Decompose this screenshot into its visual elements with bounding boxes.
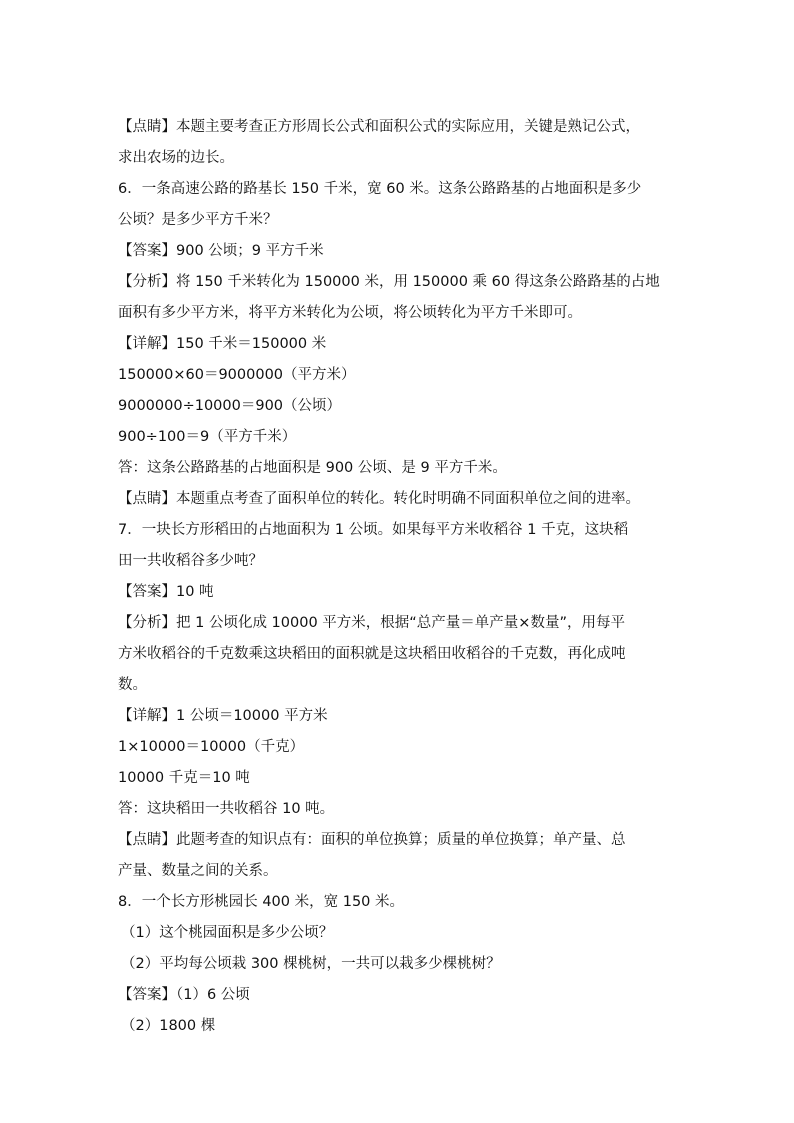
calc-line: 10000 千克＝10 吨 xyxy=(118,770,250,786)
question-8-line: 8．一个长方形桃园长 400 米，宽 150 米。 xyxy=(118,894,405,910)
text-line: 公顷？是多少平方千米？ xyxy=(118,212,278,228)
answer-line: 【答案】900 公顷；9 平方千米 xyxy=(118,243,324,259)
text-line: 面积有多少平方米，将平方米转化为公顷，将公顷转化为平方千米即可。 xyxy=(118,305,582,321)
analysis-line: 【分析】把 1 公顷化成 10000 平方米，根据“总产量＝单产量×数量”，用每平 xyxy=(118,615,625,631)
analysis-line: 【分析】将 150 千米转化为 150000 米，用 150000 乘 60 得这条公路路基的占地 xyxy=(118,274,660,290)
text-line: 产量、数量之间的关系。 xyxy=(118,863,278,879)
question-7-line: 7．一块长方形稻田的占地面积为 1 公顷。如果每平方米收稻谷 1 千克，这块稻 xyxy=(118,522,629,538)
calc-line: 1×10000＝10000（千克） xyxy=(118,739,305,755)
detail-line: 【详解】1 公顷＝10000 平方米 xyxy=(118,708,328,724)
text-line: 田一共收稻谷多少吨？ xyxy=(118,553,263,569)
reply-line: 答：这块稻田一共收稻谷 10 吨。 xyxy=(118,801,335,817)
text-line: 方米收稻谷的千克数乘这块稻田的面积就是这块稻田收稻谷的千克数，再化成吨 xyxy=(118,646,626,662)
reply-line: 答：这条公路路基的占地面积是 900 公顷、是 9 平方千米。 xyxy=(118,460,507,476)
document-body xyxy=(118,112,688,1042)
answer-line: 【答案】10 吨 xyxy=(118,584,214,600)
text-line: 求出农场的边长。 xyxy=(118,150,234,166)
comment-line: 【点睛】此题考查的知识点有：面积的单位换算；质量的单位换算；单产量、总 xyxy=(118,832,626,848)
question-6-line: 6．一条高速公路的路基长 150 千米，宽 60 米。这条公路路基的占地面积是多少 xyxy=(118,181,642,197)
answer-line: 【答案】（1）6 公顷 xyxy=(118,987,250,1003)
calc-line: 900÷100＝9（平方千米） xyxy=(118,429,297,445)
calc-line: 150000×60＝9000000（平方米） xyxy=(118,367,356,383)
calc-line: 9000000÷10000＝900（公顷） xyxy=(118,398,342,414)
sub-question-line: （1）这个桃园面积是多少公顷？ xyxy=(121,925,334,941)
text-line: 数。 xyxy=(118,677,147,693)
comment-line: 【点睛】本题重点考查了面积单位的转化。转化时明确不同面积单位之间的进率。 xyxy=(118,491,640,507)
sub-question-line: （2）平均每公顷栽 300 棵桃树，一共可以栽多少棵桃树？ xyxy=(121,956,501,972)
detail-line: 【详解】150 千米＝150000 米 xyxy=(118,336,327,352)
text-line: 【点睛】本题主要考查正方形周长公式和面积公式的实际应用，关键是熟记公式， xyxy=(118,119,640,135)
answer-sub-line: （2）1800 棵 xyxy=(121,1018,216,1034)
